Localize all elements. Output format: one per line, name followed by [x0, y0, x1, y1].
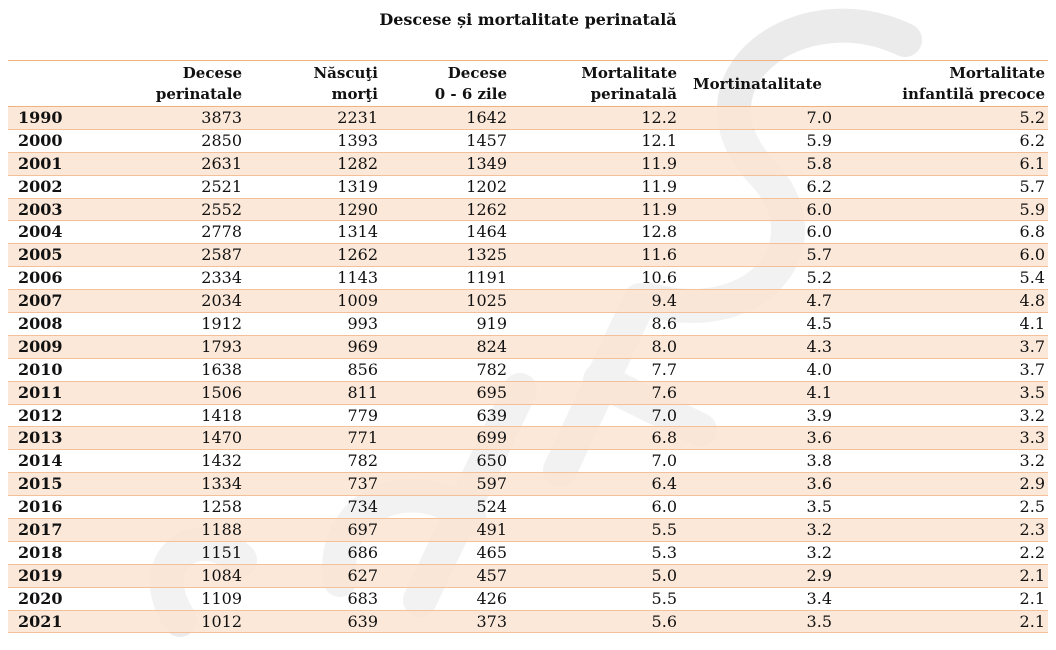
perinatal-deaths-cell: 2850: [73, 129, 245, 152]
year-cell: 2006: [8, 267, 73, 290]
year-cell: 2017: [8, 519, 73, 542]
perinatal-deaths-cell: 1258: [73, 496, 245, 519]
perinatal-mortality-cell: 5.5: [510, 519, 680, 542]
header-early-infant-mortality: Mortalitate infantilă precoce: [835, 61, 1048, 107]
table-row: [8, 267, 1048, 290]
perinatal-mortality-cell: 6.0: [510, 496, 680, 519]
stillbirths-cell: 1314: [245, 221, 381, 244]
perinatal-mortality-table: [8, 60, 1048, 633]
stillbirth-rate-cell: 4.7: [680, 290, 835, 313]
stillbirths-cell: 686: [245, 541, 381, 564]
early-deaths-cell: 524: [381, 496, 510, 519]
early-deaths-cell: 1191: [381, 267, 510, 290]
table-row: [8, 404, 1048, 427]
perinatal-mortality-cell: 5.5: [510, 587, 680, 610]
perinatal-deaths-cell: 2334: [73, 267, 245, 290]
early-infant-mortality-cell: 6.8: [835, 221, 1048, 244]
perinatal-deaths-cell: 1506: [73, 381, 245, 404]
table-row: [8, 244, 1048, 267]
early-deaths-cell: 491: [381, 519, 510, 542]
header-perinatal-deaths: Decese perinatale: [73, 61, 245, 107]
early-deaths-cell: 426: [381, 587, 510, 610]
perinatal-mortality-cell: 5.0: [510, 564, 680, 587]
stillbirths-cell: 1290: [245, 198, 381, 221]
stillbirth-rate-cell: 3.5: [680, 496, 835, 519]
header-stillbirths: Născuţi morţi: [245, 61, 381, 107]
early-infant-mortality-cell: 3.5: [835, 381, 1048, 404]
stillbirth-rate-cell: 7.0: [680, 107, 835, 130]
early-infant-mortality-cell: 2.1: [835, 610, 1048, 633]
table-row: [8, 519, 1048, 542]
year-cell: 2010: [8, 358, 73, 381]
perinatal-deaths-cell: 2521: [73, 175, 245, 198]
stillbirth-rate-cell: 4.3: [680, 335, 835, 358]
table-header: [8, 61, 1048, 107]
perinatal-deaths-cell: 2552: [73, 198, 245, 221]
stillbirths-cell: 627: [245, 564, 381, 587]
perinatal-deaths-cell: 1188: [73, 519, 245, 542]
early-deaths-cell: 1025: [381, 290, 510, 313]
year-cell: 2003: [8, 198, 73, 221]
stillbirth-rate-cell: 5.2: [680, 267, 835, 290]
early-infant-mortality-cell: 2.5: [835, 496, 1048, 519]
perinatal-mortality-cell: 12.8: [510, 221, 680, 244]
year-cell: 2009: [8, 335, 73, 358]
year-cell: 2011: [8, 381, 73, 404]
early-deaths-cell: 1642: [381, 107, 510, 130]
perinatal-deaths-cell: 1432: [73, 450, 245, 473]
year-cell: 1990: [8, 107, 73, 130]
early-deaths-cell: 699: [381, 427, 510, 450]
perinatal-deaths-cell: 1084: [73, 564, 245, 587]
perinatal-deaths-cell: 1638: [73, 358, 245, 381]
stillbirth-rate-cell: 3.6: [680, 473, 835, 496]
early-infant-mortality-cell: 5.2: [835, 107, 1048, 130]
stillbirth-rate-cell: 3.5: [680, 610, 835, 633]
stillbirths-cell: 1393: [245, 129, 381, 152]
early-infant-mortality-cell: 4.1: [835, 313, 1048, 336]
stillbirths-cell: 1262: [245, 244, 381, 267]
early-deaths-cell: 650: [381, 450, 510, 473]
perinatal-deaths-cell: 1151: [73, 541, 245, 564]
perinatal-mortality-cell: 11.9: [510, 152, 680, 175]
header-row: [8, 61, 1048, 107]
stillbirths-cell: 697: [245, 519, 381, 542]
early-infant-mortality-cell: 6.0: [835, 244, 1048, 267]
perinatal-mortality-cell: 11.9: [510, 198, 680, 221]
stillbirth-rate-cell: 3.4: [680, 587, 835, 610]
header-stillbirth-rate: Mortinatalitate: [680, 61, 835, 107]
table-row: [8, 313, 1048, 336]
stillbirths-cell: 771: [245, 427, 381, 450]
early-infant-mortality-cell: 2.2: [835, 541, 1048, 564]
year-cell: 2020: [8, 587, 73, 610]
early-deaths-cell: 639: [381, 404, 510, 427]
stillbirth-rate-cell: 3.2: [680, 519, 835, 542]
perinatal-deaths-cell: 1912: [73, 313, 245, 336]
perinatal-mortality-cell: 7.0: [510, 404, 680, 427]
year-cell: 2008: [8, 313, 73, 336]
perinatal-deaths-cell: 1793: [73, 335, 245, 358]
early-infant-mortality-cell: 5.7: [835, 175, 1048, 198]
stillbirth-rate-cell: 3.2: [680, 541, 835, 564]
perinatal-deaths-cell: 3873: [73, 107, 245, 130]
early-infant-mortality-cell: 4.8: [835, 290, 1048, 313]
perinatal-deaths-cell: 1418: [73, 404, 245, 427]
year-cell: 2001: [8, 152, 73, 175]
stillbirth-rate-cell: 6.0: [680, 198, 835, 221]
table-body: [8, 107, 1048, 633]
year-cell: 2019: [8, 564, 73, 587]
stillbirth-rate-cell: 2.9: [680, 564, 835, 587]
early-deaths-cell: 457: [381, 564, 510, 587]
early-infant-mortality-cell: 2.3: [835, 519, 1048, 542]
perinatal-deaths-cell: 2034: [73, 290, 245, 313]
early-infant-mortality-cell: 5.9: [835, 198, 1048, 221]
table-row: [8, 335, 1048, 358]
early-deaths-cell: 1202: [381, 175, 510, 198]
stillbirth-rate-cell: 3.9: [680, 404, 835, 427]
stillbirths-cell: 969: [245, 335, 381, 358]
perinatal-mortality-cell: 11.6: [510, 244, 680, 267]
year-cell: 2002: [8, 175, 73, 198]
early-deaths-cell: 695: [381, 381, 510, 404]
perinatal-deaths-cell: 1012: [73, 610, 245, 633]
table-row: [8, 381, 1048, 404]
year-cell: 2000: [8, 129, 73, 152]
perinatal-mortality-cell: 12.1: [510, 129, 680, 152]
stillbirth-rate-cell: 3.8: [680, 450, 835, 473]
table-row: [8, 129, 1048, 152]
early-infant-mortality-cell: 2.1: [835, 564, 1048, 587]
early-deaths-cell: 919: [381, 313, 510, 336]
table-row: [8, 496, 1048, 519]
stillbirth-rate-cell: 4.1: [680, 381, 835, 404]
year-cell: 2018: [8, 541, 73, 564]
stillbirths-cell: 1143: [245, 267, 381, 290]
perinatal-deaths-cell: 1334: [73, 473, 245, 496]
early-deaths-cell: 1457: [381, 129, 510, 152]
perinatal-mortality-cell: 12.2: [510, 107, 680, 130]
early-infant-mortality-cell: 3.2: [835, 450, 1048, 473]
perinatal-mortality-cell: 7.6: [510, 381, 680, 404]
early-deaths-cell: 597: [381, 473, 510, 496]
stillbirths-cell: 2231: [245, 107, 381, 130]
perinatal-mortality-cell: 6.8: [510, 427, 680, 450]
year-cell: 2021: [8, 610, 73, 633]
stillbirths-cell: 1319: [245, 175, 381, 198]
table-row: [8, 290, 1048, 313]
stillbirths-cell: 811: [245, 381, 381, 404]
stillbirths-cell: 1009: [245, 290, 381, 313]
stillbirth-rate-cell: 6.0: [680, 221, 835, 244]
early-infant-mortality-cell: 2.1: [835, 587, 1048, 610]
stillbirths-cell: 1282: [245, 152, 381, 175]
year-cell: 2004: [8, 221, 73, 244]
year-cell: 2014: [8, 450, 73, 473]
table-row: [8, 107, 1048, 130]
table-row: [8, 587, 1048, 610]
perinatal-deaths-cell: 2631: [73, 152, 245, 175]
stillbirth-rate-cell: 4.0: [680, 358, 835, 381]
early-infant-mortality-cell: 2.9: [835, 473, 1048, 496]
year-cell: 2013: [8, 427, 73, 450]
early-deaths-cell: 824: [381, 335, 510, 358]
perinatal-deaths-cell: 2587: [73, 244, 245, 267]
stillbirths-cell: 737: [245, 473, 381, 496]
table-row: [8, 198, 1048, 221]
table-row: [8, 427, 1048, 450]
perinatal-mortality-cell: 5.3: [510, 541, 680, 564]
early-infant-mortality-cell: 3.7: [835, 335, 1048, 358]
perinatal-mortality-cell: 11.9: [510, 175, 680, 198]
early-deaths-cell: 465: [381, 541, 510, 564]
perinatal-deaths-cell: 1470: [73, 427, 245, 450]
table-row: [8, 221, 1048, 244]
early-infant-mortality-cell: 6.1: [835, 152, 1048, 175]
early-deaths-cell: 373: [381, 610, 510, 633]
table-row: [8, 473, 1048, 496]
perinatal-mortality-cell: 7.7: [510, 358, 680, 381]
stillbirth-rate-cell: 5.9: [680, 129, 835, 152]
early-infant-mortality-cell: 5.4: [835, 267, 1048, 290]
early-infant-mortality-cell: 6.2: [835, 129, 1048, 152]
stillbirths-cell: 639: [245, 610, 381, 633]
year-cell: 2016: [8, 496, 73, 519]
early-deaths-cell: 1325: [381, 244, 510, 267]
table-row: [8, 152, 1048, 175]
header-early-deaths: Decese 0 - 6 zile: [381, 61, 510, 107]
header-perinatal-mortality: Mortalitate perinatală: [510, 61, 680, 107]
year-cell: 2015: [8, 473, 73, 496]
stillbirths-cell: 683: [245, 587, 381, 610]
early-infant-mortality-cell: 3.2: [835, 404, 1048, 427]
perinatal-mortality-cell: 7.0: [510, 450, 680, 473]
table-row: [8, 610, 1048, 633]
early-infant-mortality-cell: 3.7: [835, 358, 1048, 381]
header-year: [8, 61, 73, 107]
stillbirths-cell: 856: [245, 358, 381, 381]
table-row: [8, 564, 1048, 587]
stillbirth-rate-cell: 3.6: [680, 427, 835, 450]
perinatal-mortality-cell: 6.4: [510, 473, 680, 496]
stillbirths-cell: 779: [245, 404, 381, 427]
page-title: Descese și mortalitate perinatală: [379, 10, 677, 29]
year-cell: 2007: [8, 290, 73, 313]
perinatal-mortality-cell: 10.6: [510, 267, 680, 290]
early-deaths-cell: 1262: [381, 198, 510, 221]
early-infant-mortality-cell: 3.3: [835, 427, 1048, 450]
perinatal-deaths-cell: 1109: [73, 587, 245, 610]
table-row: [8, 175, 1048, 198]
perinatal-mortality-cell: 5.6: [510, 610, 680, 633]
stillbirths-cell: 734: [245, 496, 381, 519]
perinatal-mortality-cell: 8.0: [510, 335, 680, 358]
perinatal-mortality-cell: 9.4: [510, 290, 680, 313]
stillbirth-rate-cell: 5.8: [680, 152, 835, 175]
stillbirth-rate-cell: 6.2: [680, 175, 835, 198]
early-deaths-cell: 1349: [381, 152, 510, 175]
table-row: [8, 450, 1048, 473]
perinatal-deaths-cell: 2778: [73, 221, 245, 244]
stillbirth-rate-cell: 4.5: [680, 313, 835, 336]
stillbirths-cell: 782: [245, 450, 381, 473]
stillbirths-cell: 993: [245, 313, 381, 336]
early-deaths-cell: 782: [381, 358, 510, 381]
table-row: [8, 541, 1048, 564]
stillbirth-rate-cell: 5.7: [680, 244, 835, 267]
perinatal-mortality-cell: 8.6: [510, 313, 680, 336]
year-cell: 2012: [8, 404, 73, 427]
table-row: [8, 358, 1048, 381]
early-deaths-cell: 1464: [381, 221, 510, 244]
year-cell: 2005: [8, 244, 73, 267]
